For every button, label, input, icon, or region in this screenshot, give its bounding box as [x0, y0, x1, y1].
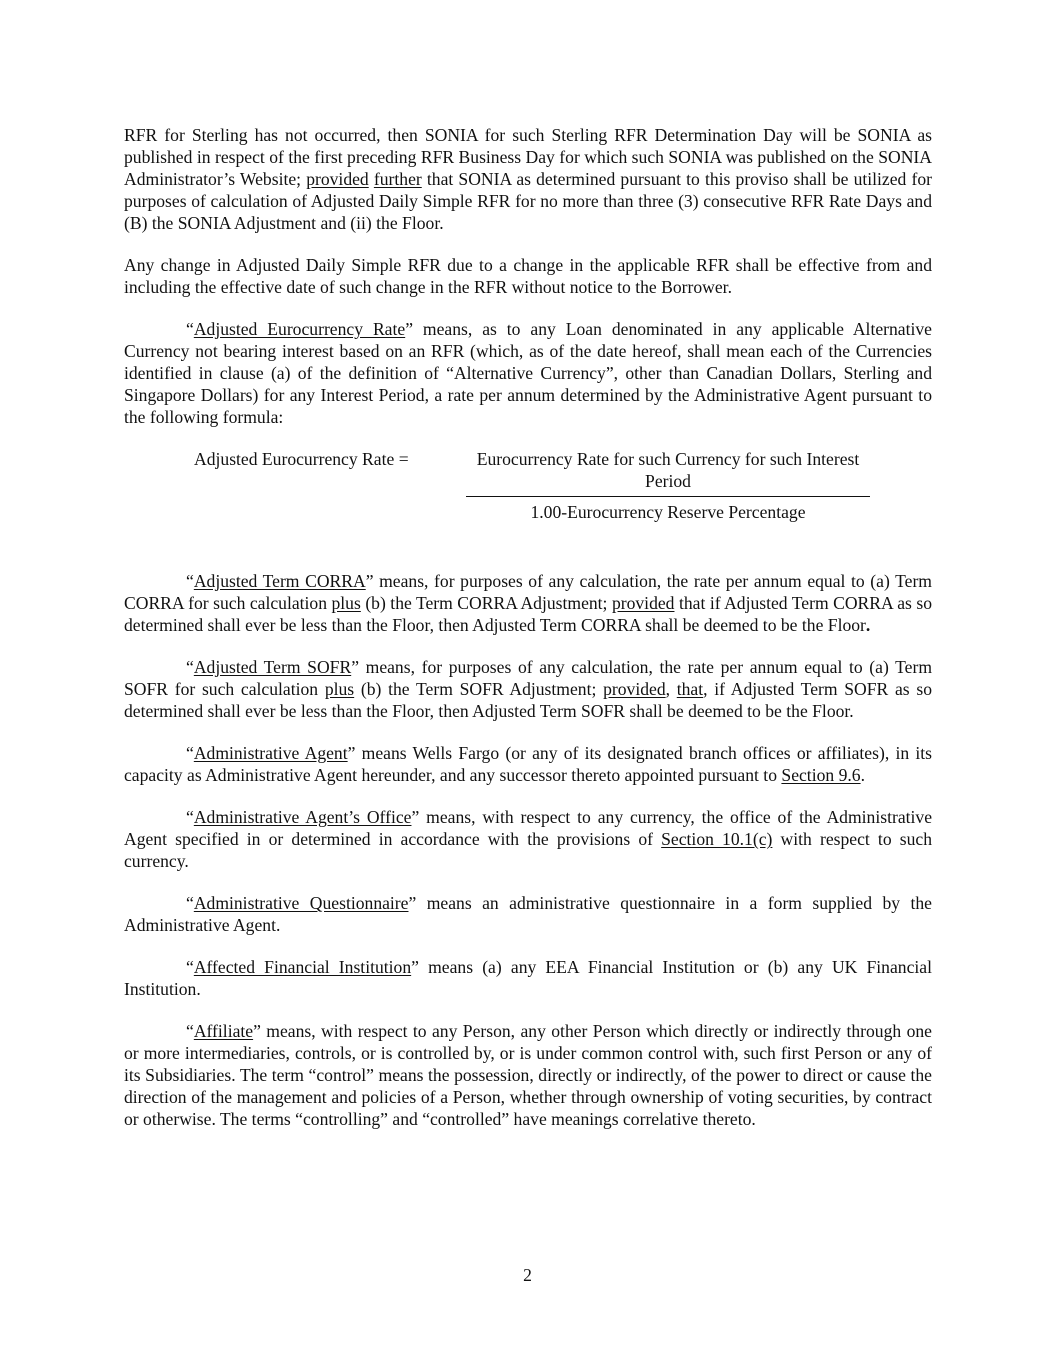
definition-administrative-agent: “Administrative Agent” means Wells Fargo (or any of its designated branch offices or affiliates), in its capacity as Administrative Agent hereunder, and any successor thereto appointed pursuant to Section 9.6. — [124, 743, 932, 785]
paragraph-rfr-change: Any change in Adjusted Daily Simple RFR due to a change in the applicable RFR shall be effective from and including the effective date of such change in the RFR without notice to the Borrower. — [124, 255, 932, 297]
section-reference: Section 10.1(c) — [661, 829, 773, 849]
formula-numerator: Eurocurrency Rate for such Currency for such Interest Period — [466, 448, 870, 497]
defined-term: Adjusted Eurocurrency Rate — [193, 319, 406, 339]
section-reference: Section 9.6 — [781, 765, 861, 785]
paragraph-sonia-continued: RFR for Sterling has not occurred, then SONIA for such Sterling RFR Determination Day will be SONIA as published in respect of the first preceding RFR Business Day for which such SONIA was published on the SONIA Administrator’s Website; provided further that SONIA as determined pursuant to this proviso shall be utilized for purposes of calculation of Adjusted Daily Simple RFR for no more than three (3) consecutive RFR Rate Days and (B) the SONIA Adjustment and (ii) the Floor. — [124, 125, 932, 233]
defined-term: Administrative Questionnaire — [193, 893, 409, 913]
further-term: further — [373, 169, 422, 189]
page-number: 2 — [523, 1265, 532, 1285]
definition-adjusted-term-corra: “Adjusted Term CORRA” means, for purposes of any calculation, the rate per annum equal to (a) Term CORRA for such calculation plus (b) the Term CORRA Adjustment; provided that if Adjusted Term CORRA as so determined shall ever be less than the Floor, then Adjusted Term CORRA shall be deemed to be the Floor. — [124, 571, 932, 635]
definition-affected-financial-institution: “Affected Financial Institution” means (a) any EEA Financial Institution or (b) any UK Financial Institution. — [124, 957, 932, 999]
defined-term: Affiliate — [193, 1021, 254, 1041]
defined-term: Administrative Agent’s Office — [193, 807, 412, 827]
definition-administrative-questionnaire: “Administrative Questionnaire” means an administrative questionnaire in a form supplied by the Administrative Agent. — [124, 893, 932, 935]
definition-adjusted-eurocurrency-rate: “Adjusted Eurocurrency Rate” means, as to any Loan denominated in any applicable Alternative Currency not bearing interest based on an RFR (which, as of the date hereof, shall mean each of the Currencies identified in clause (a) of the definition of “Alternative Currency”, other than Canadian Dollars, Sterling and Singapore Dollars) for any Interest Period, a rate per annum determined by the Administrative Agent pursuant to the following formula: — [124, 319, 932, 427]
defined-term: Adjusted Term CORRA — [193, 571, 366, 591]
spacer — [124, 546, 932, 570]
formula-label: Adjusted Eurocurrency Rate = — [194, 449, 409, 469]
provided-term: provided — [306, 169, 369, 189]
plus-term: plus — [324, 679, 355, 699]
eurocurrency-formula — [124, 448, 932, 526]
definition-adjusted-term-sofr: “Adjusted Term SOFR” means, for purposes of any calculation, the rate per annum equal to (a) Term SOFR for such calculation plus (b) the Term SOFR Adjustment; provided, that, if Adjusted Term SOFR as so determined shall ever be less than the Floor, then Adjusted Term SOFR shall be deemed to be the Floor. — [124, 657, 933, 721]
formula-denominator: 1.00-Eurocurrency Reserve Percentage — [530, 502, 806, 522]
definition-affiliate: “Affiliate” means, with respect to any Person, any other Person which directly or indirectly through one or more intermediaries, controls, or is controlled by, or is under common control with, such first Person or any of its Subsidiaries. The term “control” means the possession, directly or indirectly, of the power to direct or cause the direction of the management and policies of a Person, whether through ownership of voting securities, by contract or otherwise. The terms “controlling” and “controlled” have meanings correlative thereto. — [124, 1021, 932, 1129]
plus-term: plus — [331, 593, 361, 613]
provided-term: provided — [603, 679, 666, 699]
defined-term: Administrative Agent — [193, 743, 348, 763]
definition-administrative-agents-office: “Administrative Agent’s Office” means, with respect to any currency, the office of the Administrative Agent specified in or determined in accordance with the provisions of Section 10.1(c) with respect to such currency. — [124, 807, 933, 871]
formula-fraction — [466, 448, 870, 523]
defined-term: Adjusted Term SOFR — [193, 657, 352, 677]
provided-term: provided — [611, 593, 675, 613]
defined-term: Affected Financial Institution — [193, 957, 412, 977]
that-term: that — [676, 679, 704, 699]
document-body — [124, 124, 932, 1150]
